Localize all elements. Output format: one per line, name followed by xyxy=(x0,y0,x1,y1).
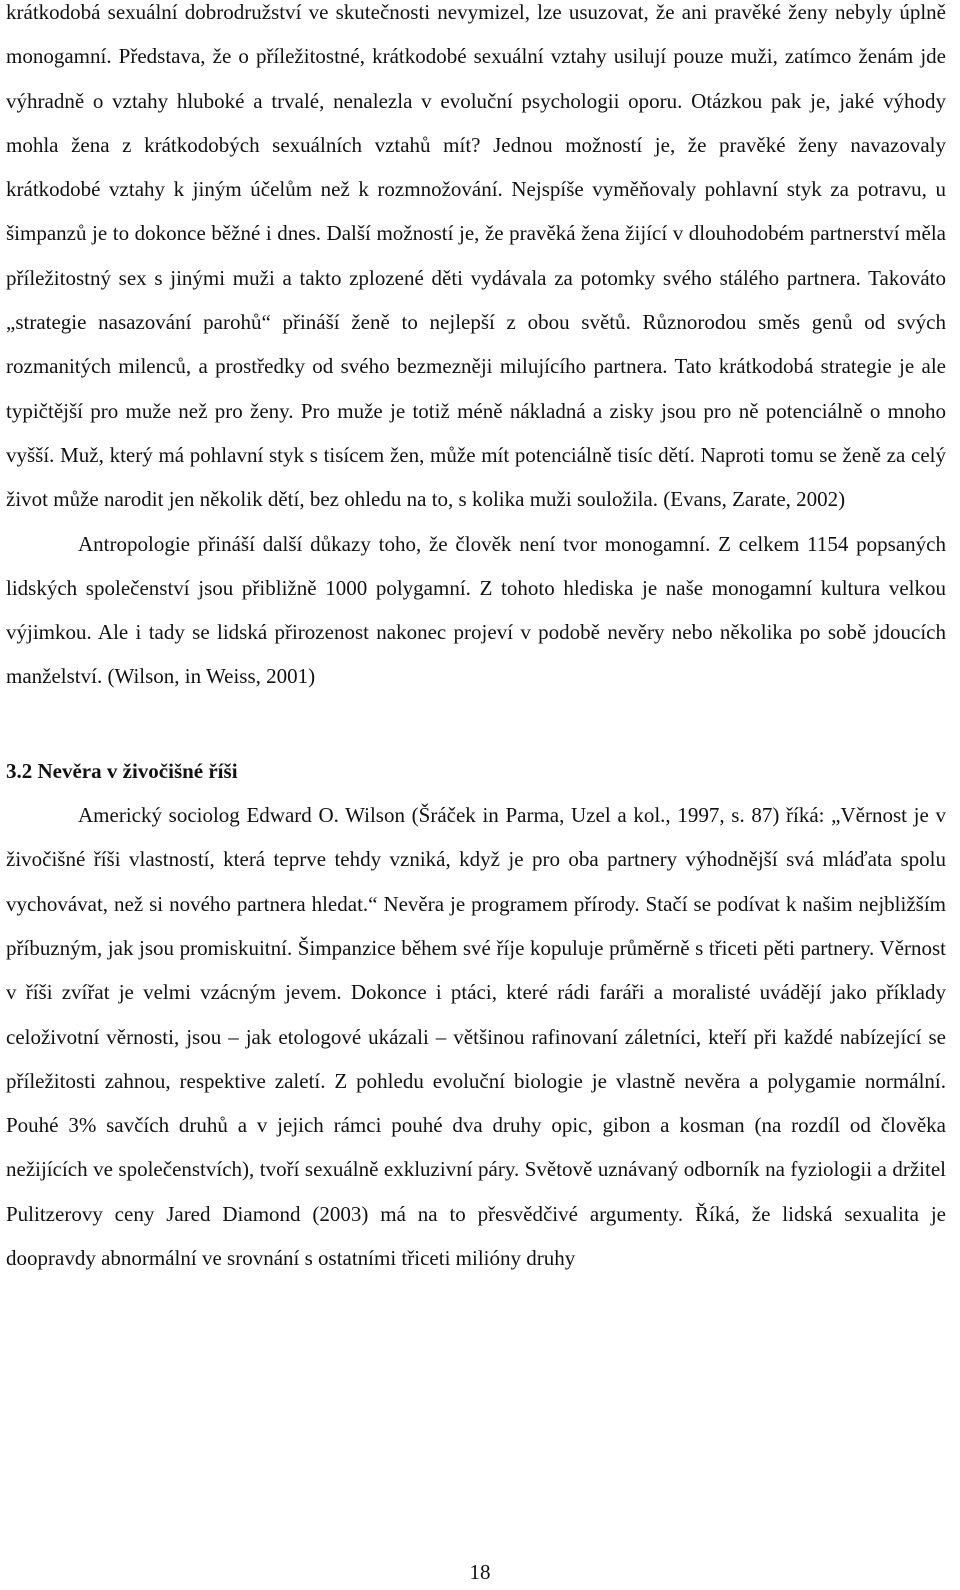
page-number: 18 xyxy=(469,1560,491,1584)
document-page xyxy=(6,0,946,1280)
paragraph-animal-infidelity: Americký sociolog Edward O. Wilson (Šráček in Parma, Uzel a kol., 1997, s. 87) říká: „Věrnost je v živočišné říši vlastností, která teprve tehdy vzniká, když je pro oba partnery výhodnější svá mláďata spolu vychovávat, než si nového partnera hledat.“ Nevěra je programem přírody. Stačí se podívat k našim nejbližším příbuzným, jak jsou promiskuitní. Šimpanzice během své říje kopuluje průměrně s třiceti pěti partnery. Věrnost v říši zvířat je velmi vzácným jevem. Dokonce i ptáci, které rádi faráři a moralisté uvádějí jako příklady celoživotní věrnosti, jsou – jak etologové ukázali – většinou rafinovaní záletníci, kteří při každé nabízející se příležitosti zahnou, respektive zaletí. Z pohledu evoluční biologie je vlastně nevěra a polygamie normální. Pouhé 3% savčích druhů a v jejich rámci pouhé dva druhy opic, gibon a kosman (na rozdíl od člověka nežijících ve společenstvích), tvoří sexuálně exkluzivní páry. Světově uznávaný odborník na fyziologii a držitel Pulitzerovy ceny Jared Diamond (2003) má na to přesvědčivé argumenty. Říká, že lidská sexualita je doopravdy abnormální ve srovnání s ostatními třiceti milióny druhy xyxy=(6,803,946,1271)
section-heading: 3.2 Nevěra v živočišné říši xyxy=(6,758,238,783)
paragraph-evolution-psychology: krátkodobá sexuální dobrodružství ve skutečnosti nevymizel, lze usuzovat, že ani pravěké ženy nebyly úplně monogamní. Představa, že o příležitostné, krátkodobé sexuální vztahy usilují pouze muži, zatímco ženám jde výhradně o vztahy hluboké a trvalé, nenalezla v evoluční psychologii oporu. Otázkou pak je, jaké výhody mohla žena z krátkodobých sexuálních vztahů mít? Jednou možností je, že pravěké ženy navazovaly krátkodobé vztahy k jiným účelům než k rozmnožování. Nejspíše vyměňovaly pohlavní styk za potravu, u šimpanzů je to dokonce běžné i dnes. Další možností je, že pravěká žena žijící v dlouhodobém partnerství měla příležitostný sex s jinými muži a takto zplozené děti vydávala za potomky svého stálého partnera. Takováto „strategie nasazování parohů“ přináší ženě to nejlepší z obou světů. Různorodou směs genů od svých rozmanitých milenců, a prostředky od svého bezmezněji milujícího partnera. Tato krátkodobá strategie je ale typičtější pro muže než pro ženy. Pro muže je totiž méně nákladná a zisky jsou pro ně potenciálně o mnoho vyšší. Muž, který má pohlavní styk s tisícem žen, může mít potenciálně tisíc dětí. Naproti tomu se ženě za celý život může narodit jen několik dětí, bez ohledu na to, s kolika muži souložila. (Evans, Zarate, 2002) xyxy=(6,0,946,512)
paragraph-anthropology: Antropologie přináší další důkazy toho, že člověk není tvor monogamní. Z celkem 1154 popsaných lidských společenství jsou přibližně 1000 polygamní. Z tohoto hlediska je naše monogamní kultura velkou výjimkou. Ale i tady se lidská přirozenost nakonec projeví v podobě nevěry nebo několika po sobě jdoucích manželství. (Wilson, in Weiss, 2001) xyxy=(6,531,946,689)
